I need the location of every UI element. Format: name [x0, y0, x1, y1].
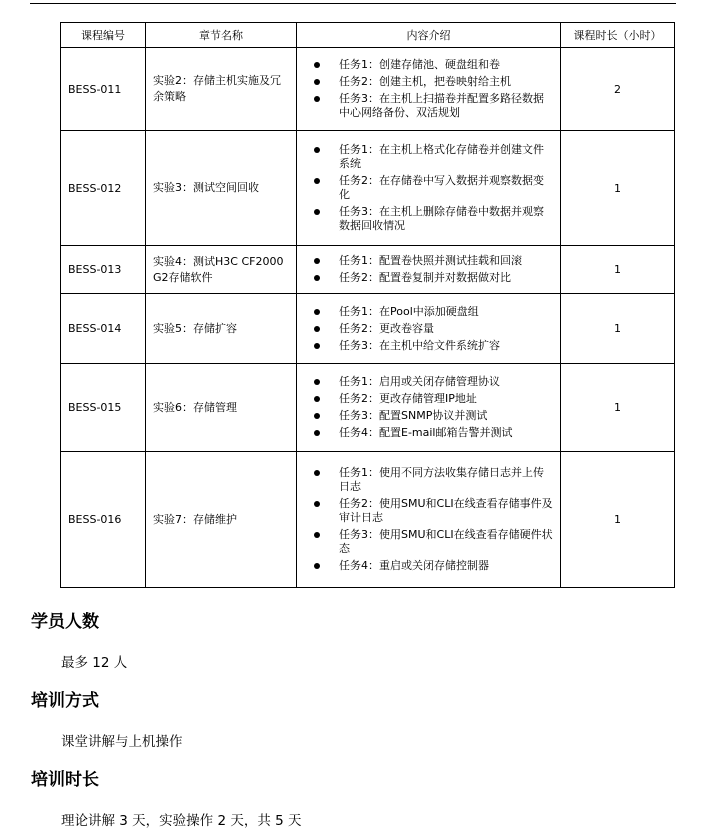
table-row — [61, 452, 675, 588]
header-course-code: 课程编号 — [61, 23, 146, 48]
course-code: BESS-011 — [61, 48, 146, 131]
table-row — [61, 294, 675, 364]
section-text-trainee-count: 最多 12 人 — [61, 655, 128, 671]
content-cell — [297, 294, 561, 364]
section-heading-trainee-count: 学员人数 — [31, 612, 99, 632]
task-item: 任务4：重启或关闭存储控制器 — [297, 559, 554, 573]
task-item: 任务1：启用或关闭存储管理协议 — [297, 375, 554, 389]
task-item: 任务3：在主机上删除存储卷中数据并观察数据回收情况 — [297, 205, 554, 233]
table-row — [61, 48, 675, 131]
table-row — [61, 246, 675, 294]
chapter-name: 实验2：存储主机实施及冗余策略 — [146, 48, 297, 131]
chapter-name: 实验4：测试H3C CF2000 G2存储软件 — [146, 246, 297, 294]
task-item: 任务2：在存储卷中写入数据并观察数据变化 — [297, 174, 554, 202]
chapter-name: 实验3：测试空间回收 — [146, 131, 297, 246]
task-item: 任务3：在主机上扫描卷并配置多路径数据中心网络备份、双活规划 — [297, 92, 554, 120]
course-hours: 1 — [561, 294, 675, 364]
table-header-row — [61, 23, 675, 48]
course-code: BESS-016 — [61, 452, 146, 588]
section-text-training-duration: 理论讲解 3 天，实验操作 2 天，共 5 天 — [61, 813, 302, 829]
header-content: 内容介绍 — [297, 23, 561, 48]
course-hours: 1 — [561, 452, 675, 588]
chapter-name: 实验6：存储管理 — [146, 364, 297, 452]
section-heading-training-duration: 培训时长 — [31, 770, 99, 790]
course-code: BESS-012 — [61, 131, 146, 246]
task-item: 任务3：在主机中给文件系统扩容 — [297, 339, 554, 353]
task-item: 任务1：创建存储池、硬盘组和卷 — [297, 58, 554, 72]
content-cell — [297, 246, 561, 294]
course-code: BESS-015 — [61, 364, 146, 452]
task-item: 任务2：使用SMU和CLI在线查看存储事件及审计日志 — [297, 497, 554, 525]
course-hours: 1 — [561, 246, 675, 294]
course-hours: 1 — [561, 131, 675, 246]
task-item: 任务2：更改卷容量 — [297, 322, 554, 336]
course-code: BESS-013 — [61, 246, 146, 294]
task-item: 任务3：使用SMU和CLI在线查看存储硬件状态 — [297, 528, 554, 556]
content-cell — [297, 364, 561, 452]
task-item: 任务2：配置卷复制并对数据做对比 — [297, 271, 554, 285]
task-item: 任务1：使用不同方法收集存储日志并上传日志 — [297, 466, 554, 494]
course-table — [60, 22, 675, 588]
header-duration: 课程时长（小时） — [561, 23, 675, 48]
task-item: 任务2：更改存储管理IP地址 — [297, 392, 554, 406]
content-cell — [297, 48, 561, 131]
task-item: 任务4：配置E-mail邮箱告警并测试 — [297, 426, 554, 440]
section-heading-training-method: 培训方式 — [31, 691, 99, 711]
chapter-name: 实验5：存储扩容 — [146, 294, 297, 364]
chapter-name: 实验7：存储维护 — [146, 452, 297, 588]
top-rule — [30, 3, 676, 4]
course-hours: 1 — [561, 364, 675, 452]
task-item: 任务1：在主机上格式化存储卷并创建文件系统 — [297, 143, 554, 171]
course-hours: 2 — [561, 48, 675, 131]
content-cell — [297, 452, 561, 588]
header-chapter-name: 章节名称 — [146, 23, 297, 48]
task-item: 任务3：配置SNMP协议并测试 — [297, 409, 554, 423]
task-item: 任务2：创建主机，把卷映射给主机 — [297, 75, 554, 89]
task-item: 任务1：配置卷快照并测试挂载和回滚 — [297, 254, 554, 268]
course-code: BESS-014 — [61, 294, 146, 364]
content-cell — [297, 131, 561, 246]
section-text-training-method: 课堂讲解与上机操作 — [61, 734, 183, 750]
table-row — [61, 364, 675, 452]
task-item: 任务1：在Pool中添加硬盘组 — [297, 305, 554, 319]
table-row — [61, 131, 675, 246]
